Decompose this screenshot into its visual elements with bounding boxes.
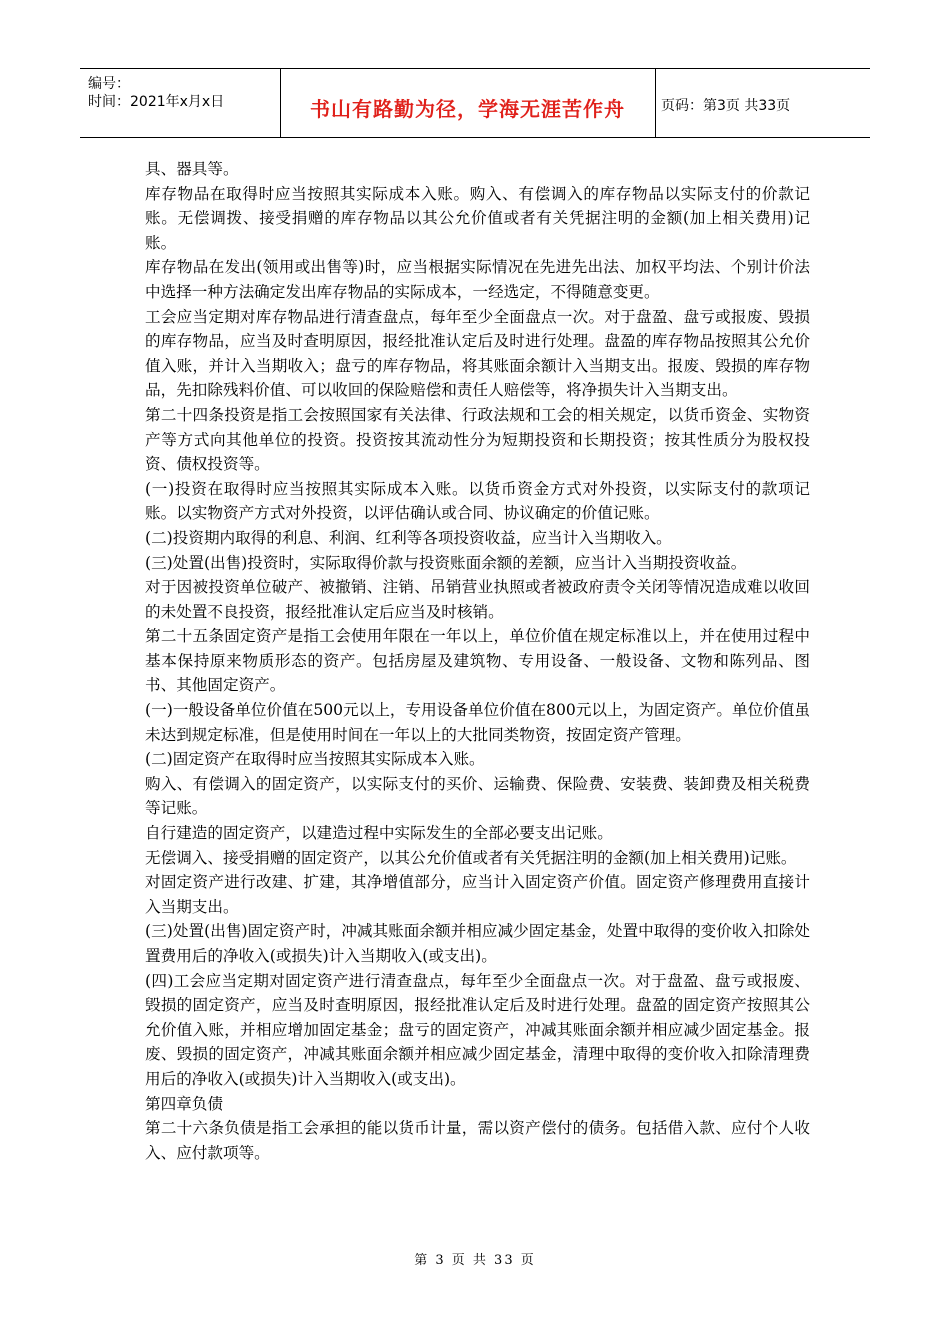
chapter-heading: 第四章负债 — [145, 1094, 223, 1113]
paragraph: 对固定资产进行改建、扩建，其净增值部分，应当计入固定资产价值。固定资产修理费用直接计入当期支出。 — [145, 873, 810, 916]
paragraph: 购入、有偿调入的固定资产，以实际支付的买价、运输费、保险费、安装费、装卸费及相关税费等记账。 — [145, 774, 810, 818]
paragraph: (一)投资在取得时应当按照其实际成本入账。以货币资金方式对外投资，以实际支付的款项记账。以实物资产方式对外投资，以评估确认或合同、协议确定的价值记账。 — [145, 479, 810, 523]
paragraph: 库存物品在取得时应当按照其实际成本入账。购入、有偿调入的库存物品以实际支付的价款记账。无偿调拨、接受捐赠的库存物品以其公允价值或者有关凭据注明的金额(加上相关费用)记账。 — [145, 184, 810, 252]
header-right-cell — [655, 69, 870, 137]
paragraph: 第二十六条负债是指工会承担的能以货币计量，需以资产偿付的债务。包括借入款、应付个人收入、应付款项等。 — [145, 1119, 810, 1162]
paragraph: 无偿调入、接受捐赠的固定资产，以其公允价值或者有关凭据注明的金额(加上相关费用)记账。 — [145, 848, 797, 867]
date-label: 时间：2021年x月x日 — [88, 94, 225, 110]
paragraph: (二)固定资产在取得时应当按照其实际成本入账。 — [145, 750, 485, 769]
paragraph: (四)工会应当定期对固定资产进行清查盘点，每年至少全面盘点一次。对于盘盈、盘亏或报废、毁损的固定资产，应当及时查明原因，报经批准认定后及时进行处理。盘盈的固定资产按照其公允价值入账，并相应增加固定基金；盘亏的固定资产，冲减其账面余额并相应减少固定基金。报废、毁损的固定资产，冲减其账面余额并相应减少固定基金，清理中取得的变价收入扣除清理费用后的净收入(或损失)计入当期收入(或支出)。 — [145, 971, 810, 1088]
paragraph: 自行建造的固定资产，以建造过程中实际发生的全部必要支出记账。 — [145, 824, 613, 843]
page-header — [80, 68, 870, 138]
paragraph: (三)处置(出售)固定资产时，冲减其账面余额并相应减少固定基金，处置中取得的变价收入扣除处置费用后的净收入(或损失)计入当期收入(或支出)。 — [145, 922, 810, 965]
paragraph: (二)投资期内取得的利息、利润、红利等各项投资收益，应当计入当期收入。 — [145, 528, 672, 547]
paragraph: 具、器具等。 — [145, 160, 239, 178]
header-middle-cell — [280, 69, 656, 137]
header-page-info: 页码：第3页 共33页 — [661, 98, 791, 114]
paragraph: 第二十四条投资是指工会按照国家有关法律、行政法规和工会的相关规定，以货币资金、实物资产等方式向其他单位的投资。投资按其流动性分为短期投资和长期投资；按其性质分为股权投资、债权投资等。 — [145, 405, 810, 474]
number-label: 编号： — [88, 76, 130, 92]
header-motto: 书山有路勤为径，学海无涯苦作舟 — [310, 97, 625, 121]
header-left-cell — [80, 69, 281, 137]
document-body — [145, 157, 810, 1165]
paragraph: 对于因被投资单位破产、被撤销、注销、吊销营业执照或者被政府责令关闭等情况造成难以收回的未处置不良投资，报经批准认定后应当及时核销。 — [145, 578, 810, 621]
paragraph: 库存物品在发出(领用或出售等)时，应当根据实际情况在先进先出法、加权平均法、个别计价法中选择一种方法确定发出库存物品的实际成本，一经选定，不得随意变更。 — [145, 258, 810, 301]
paragraph: 工会应当定期对库存物品进行清查盘点，每年至少全面盘点一次。对于盘盈、盘亏或报废、毁损的库存物品，应当及时查明原因，报经批准认定后及时进行处理。盘盈的库存物品按照其公允价值入账，并计入当期收入；盘亏的库存物品，将其账面余额计入当期支出。报废、毁损的库存物品，先扣除残料价值、可以收回的保险赔偿和责任人赔偿等，将净损失计入当期支出。 — [145, 307, 810, 400]
paragraph: (三)处置(出售)投资时，实际取得价款与投资账面余额的差额，应当计入当期投资收益。 — [145, 553, 747, 572]
paragraph: (一)一般设备单位价值在500元以上，专用设备单位价值在800元以上，为固定资产。单位价值虽未达到规定标准，但是使用时间在一年以上的大批同类物资，按固定资产管理。 — [145, 701, 810, 744]
paragraph: 第二十五条固定资产是指工会使用年限在一年以上，单位价值在规定标准以上，并在使用过程中基本保持原来物质形态的资产。包括房屋及建筑物、专用设备、一般设备、文物和陈列品、图书、其他固定资产。 — [145, 627, 810, 695]
page-footer: 第 3 页 共 33 页 — [414, 1253, 536, 1268]
